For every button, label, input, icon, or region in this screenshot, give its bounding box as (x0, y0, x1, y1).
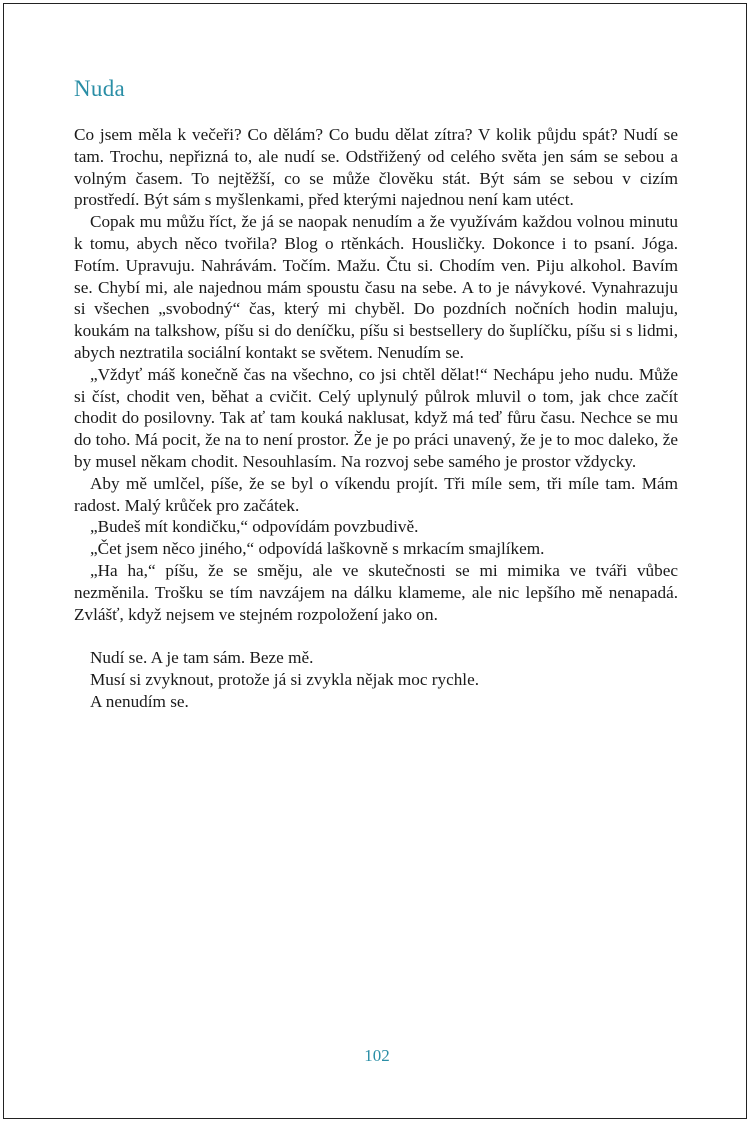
page-number: 102 (364, 1046, 390, 1065)
closing-line: Musí si zvyknout, protože já si zvykla nějak moc rychle. (90, 670, 480, 690)
paragraph: Copak mu můžu říct, že já se naopak nenudím a že využívám každou volnou minutu k tomu, abych něco tvořila? Blog o rtěnkách. Housličky. Dokonce i to psaní. Jóga. Fotím. Upravuju. Nahrávám. Točím. Mažu. Čtu si. Chodím ven. Piju alkohol. Bavím se. Chybí mi, ale najednou mám spoustu času na sebe. A to je návykové. Vynahrazuju si všechen „svobodný“ čas, který mi chyběl. Do pozdních nočních hodin maluju, koukám na talkshow, píšu si do deníčku, píšu si bestsellery do šuplíčku, píšu si s lidmi, abych neztratila sociální kontakt se světem. Nenudím se. (74, 212, 678, 362)
closing-line: A nenudím se. (90, 691, 189, 711)
paragraph: „Vždyť máš konečně čas na všechno, co jsi chtěl dělat!“ Nechápu jeho nudu. Může si číst, chodit ven, běhat a cvičit. Celý uplynulý půlrok mluvil o tom, jak chce začít chodit do posilovny. Tak ať tam kouká naklusat, když má teď fůru času. Nechce se mu do toho. Má pocit, že na to není prostor. Že je po práci unavený, že je to moc daleko, že by musel někam chodit. Nesouhlasím. Na rozvoj sebe samého je prostor vždycky. (74, 364, 678, 471)
paragraph: „Ha ha,“ píšu, že se směju, ale ve skutečnosti se mi mimika ve tváři vůbec nezměnila. Trošku se tím navzájem na dálku klameme, ale nic lepšího mě nenapadá. Zvlášť, když nejsem ve stejném rozpoložení jako on. (74, 560, 678, 624)
page-content (74, 74, 678, 713)
paragraph: Aby mě umlčel, píše, že se byl o víkendu projít. Tři míle sem, tři míle tam. Mám radost. Malý krůček pro začátek. (74, 473, 678, 515)
section-gap (74, 625, 678, 647)
paragraph: „Budeš mít kondičku,“ odpovídám povzbudivě. (90, 517, 419, 537)
closing-line: Nudí se. A je tam sám. Beze mě. (90, 648, 314, 668)
paragraph: Co jsem měla k večeři? Co dělám? Co budu dělat zítra? V kolik půjdu spát? Nudí se tam. Trochu, nepřizná to, ale nudí se. Odstřižený od celého světa jen sám se sebou a volným časem. To nejtěžší, co se může člověku stát. Být sám se sebou v cizím prostředí. Být sám s myšlenkami, před kterými najednou není kam utéct. (74, 125, 678, 210)
chapter-title: Nuda (74, 76, 126, 101)
paragraph: „Čet jsem něco jiného,“ odpovídá laškovně s mrkacím smajlíkem. (90, 539, 545, 559)
